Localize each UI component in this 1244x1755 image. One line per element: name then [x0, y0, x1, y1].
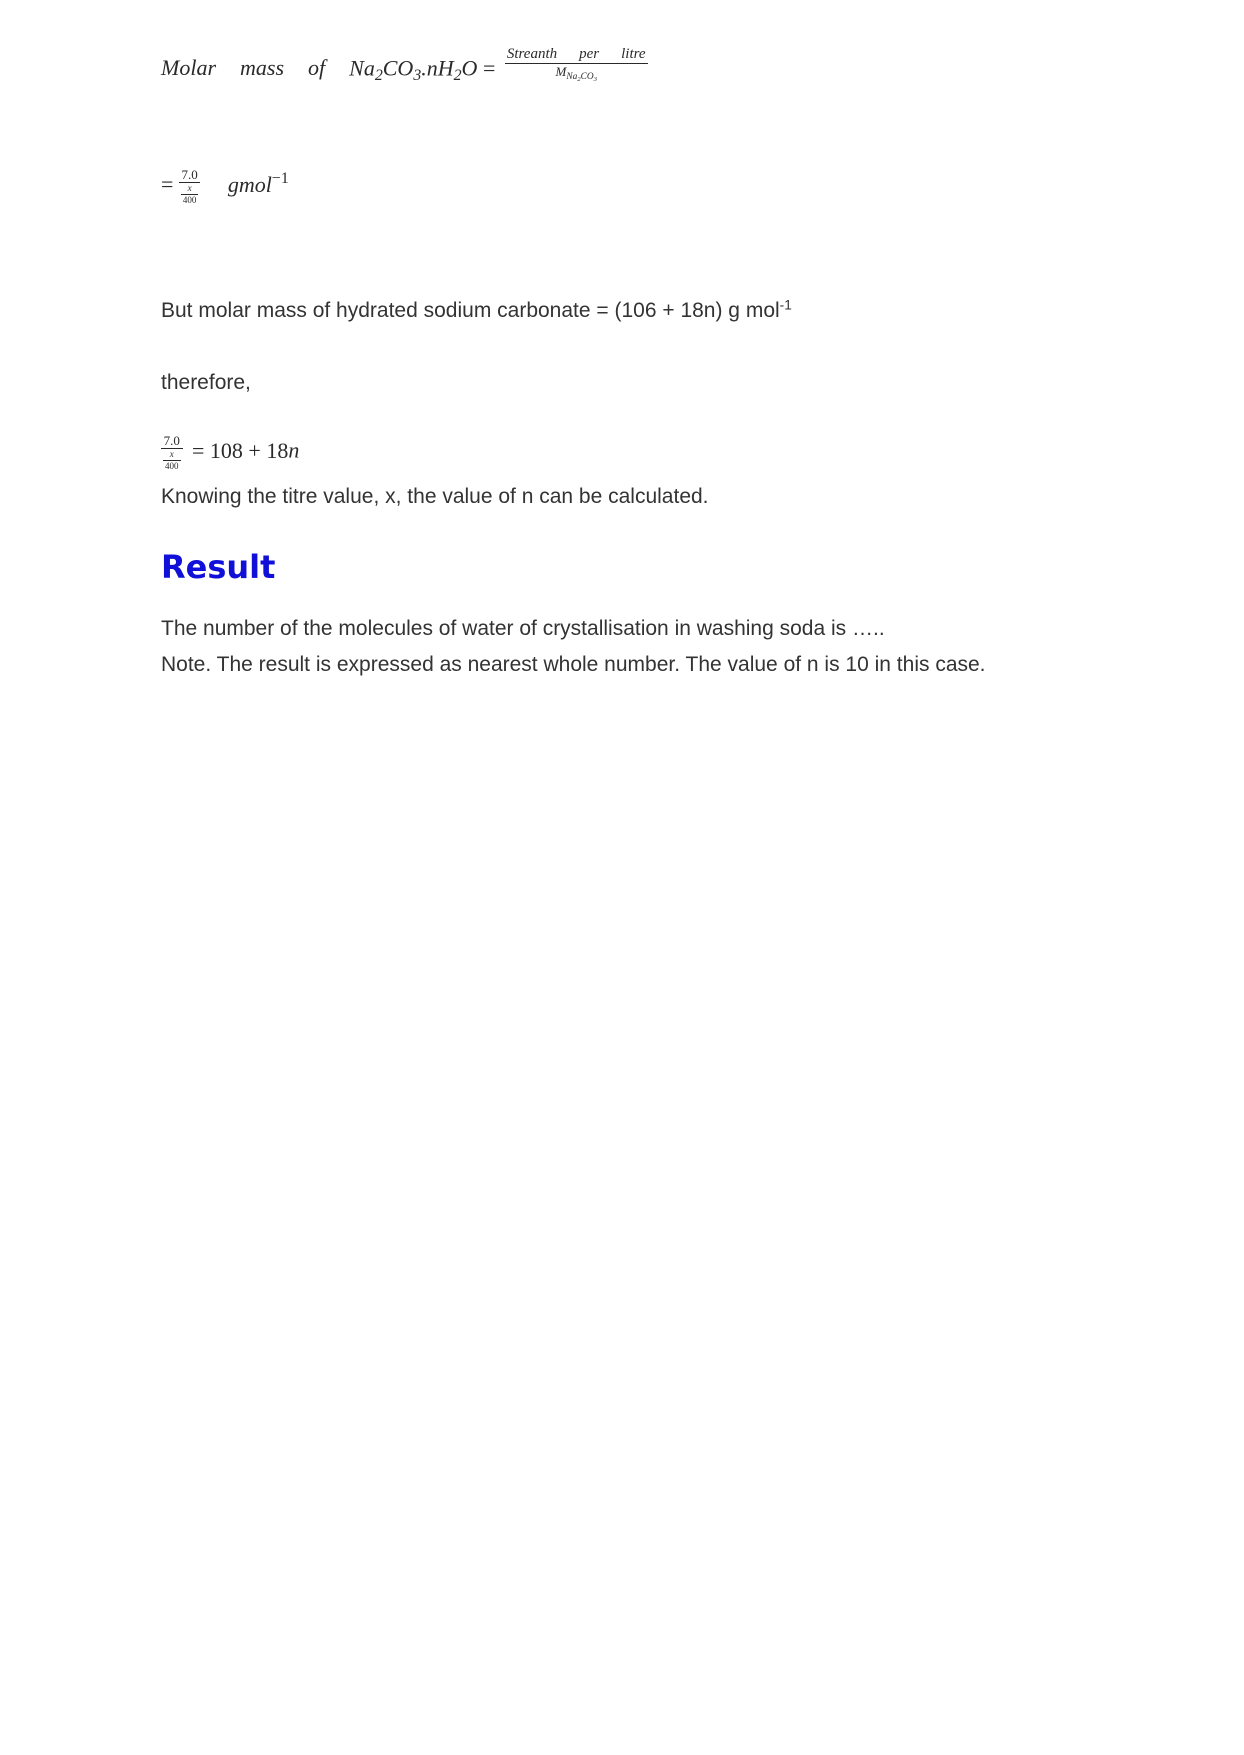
result-note: Note. The result is expressed as nearest whole number. The value of n is 10 in this case.: [161, 653, 986, 676]
numerator-word-strength: Streanth: [506, 46, 558, 62]
strength-fraction: [505, 47, 648, 84]
inner-denominator: 400: [182, 195, 197, 205]
denominator-sub-na: Na: [566, 71, 578, 82]
fraction-denominator: [505, 64, 648, 84]
statement-text: But molar mass of hydrated sodium carbonate = (106 + 18n) g mol: [161, 299, 780, 322]
numerator-word-litre: litre: [621, 46, 646, 62]
unit-exponent: −1: [271, 169, 289, 187]
titre-fraction: [179, 168, 201, 205]
inner-fraction: [181, 184, 199, 205]
relation-variable: n: [288, 437, 300, 463]
eq-word-of: of: [308, 55, 326, 81]
denominator-subscript: [566, 72, 597, 82]
unit-gmol: gmol: [227, 171, 272, 197]
denominator-sub-3: 3: [593, 75, 597, 83]
formula-co-subscript: 3: [413, 67, 422, 85]
inner-numerator: x: [163, 450, 181, 461]
formula-nh: .nH: [421, 55, 454, 81]
denominator-sub-2: 2: [577, 75, 581, 83]
fraction-numerator: [505, 47, 648, 64]
formula-o: O: [461, 55, 478, 81]
inner-denominator: 400: [165, 461, 179, 471]
eq-word-mass: mass: [240, 55, 285, 81]
equals-sign: =: [161, 171, 174, 197]
inner-fraction: [163, 450, 181, 471]
eq-word-molar: Molar: [161, 55, 216, 81]
denominator-sub-co: CO: [580, 71, 594, 82]
fraction-denominator: [179, 183, 201, 205]
fraction-numerator: 7.0: [161, 434, 183, 449]
formula-na-subscript: 2: [374, 67, 383, 85]
result-statement: The number of the molecules of water of crystallisation in washing soda is …..: [161, 617, 885, 640]
molar-mass-equation: [161, 46, 648, 89]
inner-numerator: x: [181, 184, 199, 195]
numerator-word-per: per: [579, 46, 600, 62]
molar-mass-statement: [161, 298, 792, 323]
denominator-m: M: [555, 64, 567, 79]
formula-co: CO: [382, 55, 414, 81]
result-heading: Result: [161, 548, 276, 586]
fraction-numerator: 7.0: [179, 168, 201, 183]
relation-equation: [161, 434, 299, 471]
titre-note: Knowing the titre value, x, the value of n can be calculated.: [161, 485, 709, 508]
formula-na: Na: [349, 55, 375, 81]
titre-fraction: [161, 434, 183, 471]
statement-exponent: -1: [779, 297, 792, 313]
formula-h-subscript: 2: [453, 67, 462, 85]
relation-rhs: = 108 + 18: [192, 437, 289, 463]
therefore-text: therefore,: [161, 371, 251, 394]
equals-sign: =: [482, 55, 496, 81]
fraction-denominator: [161, 449, 183, 471]
molar-mass-value-equation: [161, 168, 289, 205]
